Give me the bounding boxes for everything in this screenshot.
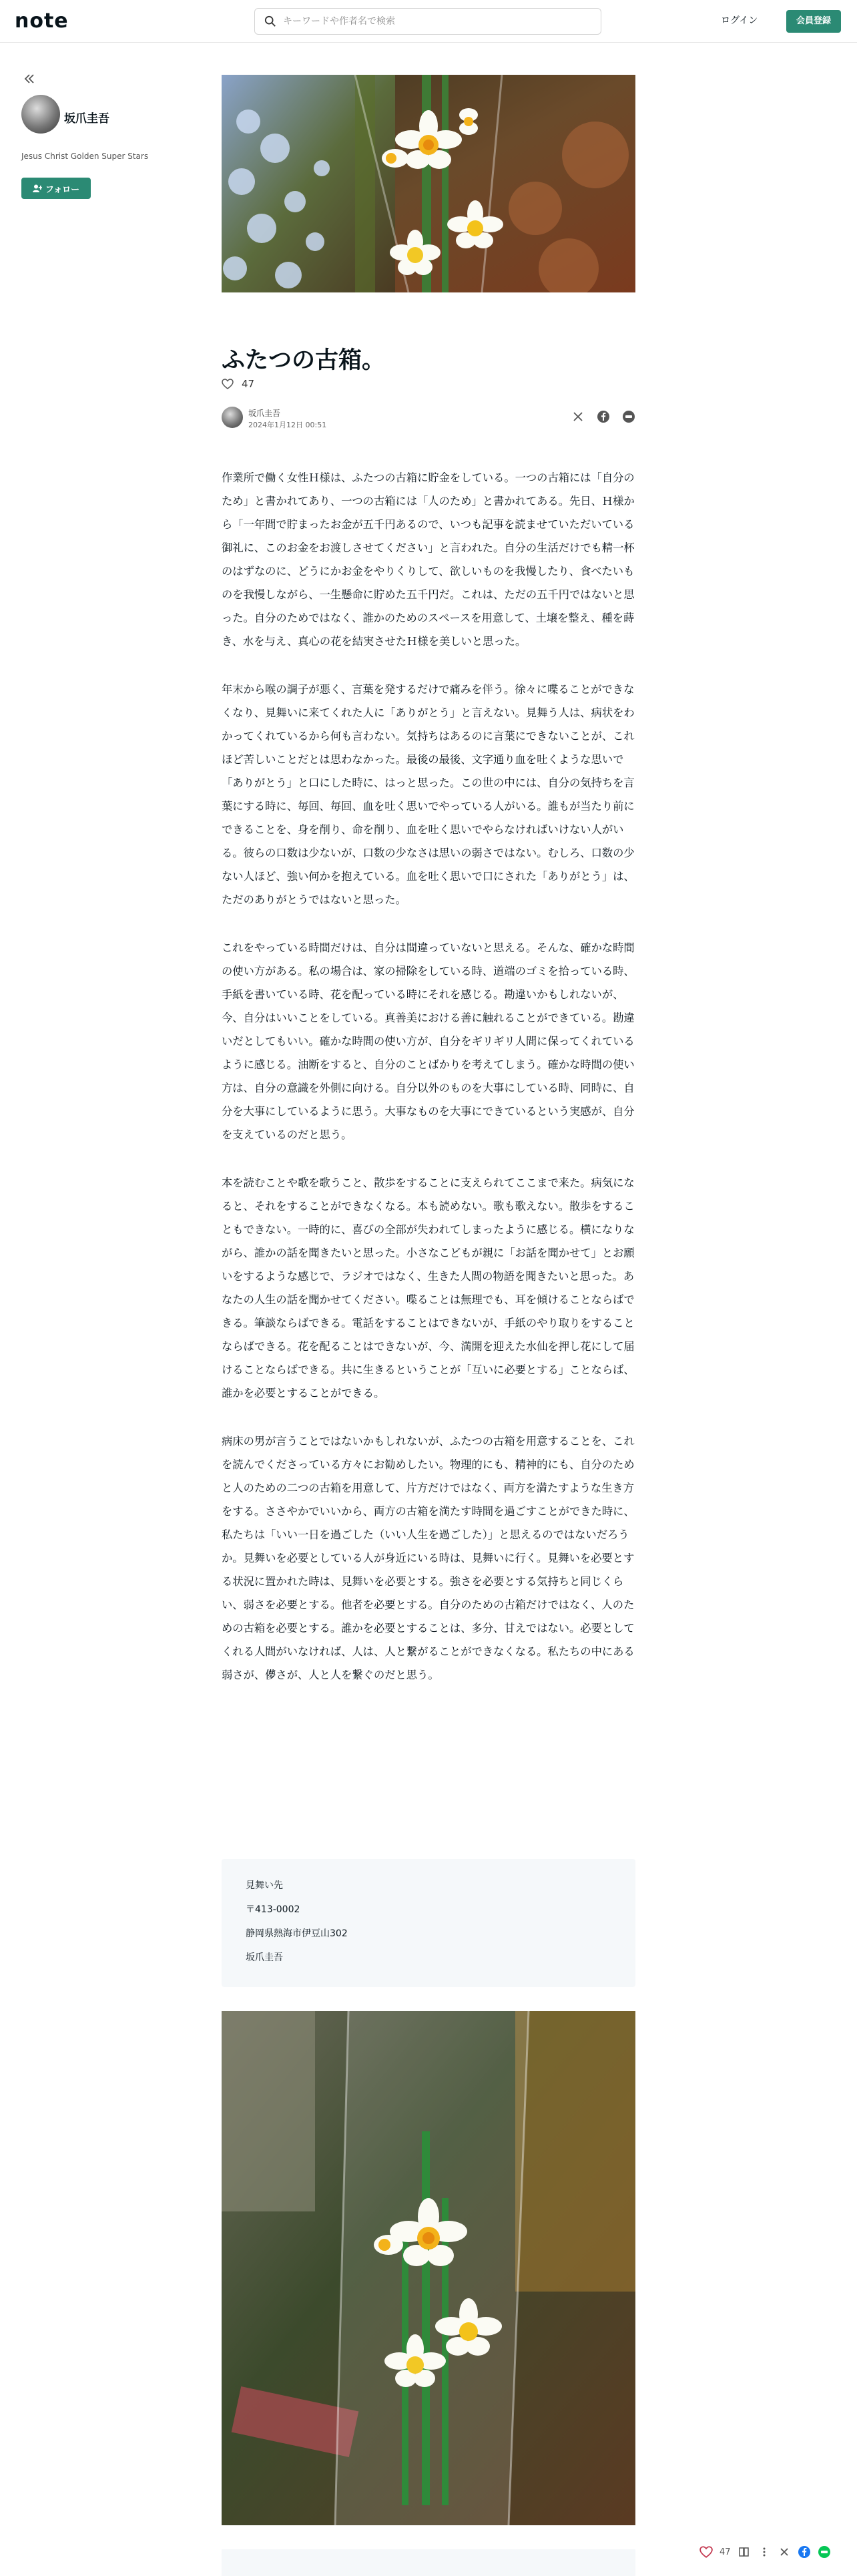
address-line: 〒413-0002 [246, 1904, 300, 1915]
search-input[interactable] [283, 14, 590, 29]
note-logo[interactable]: note [15, 9, 69, 33]
login-link[interactable]: ログイン [721, 15, 758, 26]
paragraph: 年末から喉の調子が悪く、言葉を発するだけで痛みを伴う。徐々に喋ることができなくなり、見舞いに来てくれた人に「ありがとう」と言えない。見舞う人は、病状をわかってくれているから何も言わない。気持ちはあるのに言葉にできないことが、これほど苦しいことだとは思わなかった。最後の最後、文字通り血を吐くような思いで「ありがとう」と口にした時に、はっと思った。この世の中には、自分の気持ちを言葉にする時に、毎回、毎回、血を吐く思いでやっている人がいる。誰もが当たり前にできることを、身を削り、命を削り、血を吐く思いでやらなければいけない人がいる。彼らの口数は少ないが、口数の少なさは思いの弱さではない。むしろ、口数の少ない人ほど、強い何かを抱えている。血を吐く思いで口にされた「ありがとう」は、ただのありがとうではないと思った。 [222, 683, 635, 906]
like-row [222, 378, 254, 390]
x-share-icon[interactable] [778, 2545, 791, 2559]
more-icon[interactable] [758, 2545, 771, 2559]
sidebar-author-name[interactable]: 坂爪圭吾 [64, 112, 109, 126]
line-share-icon[interactable] [818, 2545, 831, 2559]
follow-label: フォロー [45, 184, 80, 195]
author-avatar-small[interactable] [222, 407, 243, 428]
publish-date: 2024年1月12日 00:51 [248, 421, 327, 429]
address-box [222, 1859, 635, 1987]
sidebar-author-bio: Jesus Christ Golden Super Stars [21, 152, 149, 161]
search-box[interactable] [254, 8, 601, 35]
like-count: 47 [242, 378, 255, 390]
paragraph: これをやっている時間だけは、自分は間違っていないと思える。そんな、確かな時間の使い方がある。私の場合は、家の掃除をしている時、道端のゴミを拾っている時、手紙を書いている時、花を配っている時にそれを感じる。勘違いかもしれないが、今、自分はいいことをしている。真善美における善に触れることができている。勘違いだとしてもいい。確かな時間の使い方が、自分をギリギリ人間に保ってくれているように感じる。油断をすると、自分のことばかりを考えてしまう。確かな時間の使い方は、自分の意識を外側に向ける。自分以外のものを大事にしている時、同時に、自分を大事にしているように思う。大事なものを大事にできているという実感が、自分を支えているのだと思う。 [222, 941, 635, 1141]
signup-button[interactable]: 会員登録 [786, 10, 841, 33]
floating-like-count: 47 [720, 2547, 731, 2557]
search-icon [264, 15, 276, 27]
facebook-share-icon[interactable] [597, 410, 610, 423]
paragraph: 病床の男が言うことではないかもしれないが、ふたつの古箱を用意することを、これを読んでくださっている方々にお勧めしたい。物理的にも、精神的にも、自分のためと人のための二つの古箱を用意して、片方だけではなく、両方を満たすような生き方をする。ささやかでいいから、両方の古箱を満たす時間を過ごすことができた時に、私たちは「いい一日を過ごした（いい人生を過ごした）」と思えるのではないだろうか。見舞いを必要としている人が身近にいる時は、見舞いに行く。見舞いを必要とする状況に置かれた時は、見舞いを必要とする。強さを必要とする気持ちと同じくらい、弱さを必要とする。他者を必要とする。自分のための古箱だけではなく、人のための古箱を必要とする。誰かを必要とすることは、多分、甘えではない。必要としてくれる人間がいなければ、人は、人と繋がることができなくなる。私たちの中にある弱さが、儚さが、人と人を繋ぐのだと思う。 [222, 1435, 635, 1681]
address-line: 坂爪圭吾 [246, 1952, 283, 1963]
author-name[interactable]: 坂爪圭吾 [248, 409, 281, 418]
narcissus-vase-photo [222, 2011, 635, 2525]
hero-image [222, 75, 635, 292]
floating-action-bar [699, 2539, 850, 2565]
author-avatar[interactable] [21, 95, 60, 134]
facebook-share-icon[interactable] [798, 2545, 811, 2559]
heart-icon[interactable] [222, 379, 234, 389]
address-line: 見舞い先 [246, 1880, 283, 1891]
site-header [0, 0, 857, 43]
follow-button[interactable] [21, 178, 91, 199]
next-section-box [222, 2549, 635, 2576]
author-row [222, 406, 635, 433]
paragraph: 作業所で働く女性Ｈ様は、ふたつの古箱に貯金をしている。一つの古箱には「自分のため」と書かれてあり、一つの古箱には「人のため」と書かれてある。先日、Ｈ様から「一年間で貯まったお金が五千円あるので、いつも記事を読ませていただいている御礼に、このお金をお渡しさせてください」と言われた。自分の生活だけでも精一杯のはずなのに、どうにかお金をやりくりして、欲しいものを我慢したり、食べたいものを我慢しながら、一生懸命に貯めた五千円だ。これは、ただの五千円ではないと思った。自分のためではなく、誰かのためのスペースを用意して、土壌を整え、種を蒔き、水を与え、真心の花を結実させたＨ様を美しいと思った。 [222, 471, 635, 648]
share-buttons [571, 410, 635, 423]
magazine-add-icon[interactable] [738, 2545, 751, 2559]
article-title: ふたつの古箱。 [222, 347, 386, 374]
x-share-icon[interactable] [571, 410, 585, 423]
like-heart-icon[interactable] [699, 2545, 713, 2559]
collapse-sidebar-icon[interactable] [23, 72, 36, 85]
article-photo [222, 2011, 635, 2525]
paragraph: 本を読むことや歌を歌うこと、散歩をすることに支えられてここまで来た。病気になると、それをすることができなくなる。本も読めない。歌も歌えない。散歩をすることもできない。一時的に、喜びの全部が失われてしまったように感じる。横になりながら、誰かの話を聞きたいと思った。小さなこどもが親に「お話を聞かせて」とお願いをするような感じで、ラジオではなく、生きた人間の物語を聞きたいと思った。あなたの人生の話を聞かせてください。喋ることは無理でも、耳を傾けることならばできる。筆談ならばできる。電話をすることはできないが、手紙のやり取りをすることならばできる。花を配ることはできないが、今、満開を迎えた水仙を押し花にして届けることならばできる。共に生きるということが「互いに必要とする」ことならば、誰かを必要とすることができる。 [222, 1176, 635, 1400]
address-line: 静岡県熱海市伊豆山302 [246, 1928, 348, 1939]
add-user-icon [33, 184, 42, 192]
article-body [222, 466, 635, 1711]
line-share-icon[interactable] [622, 410, 635, 423]
narcissus-photo [222, 75, 635, 292]
